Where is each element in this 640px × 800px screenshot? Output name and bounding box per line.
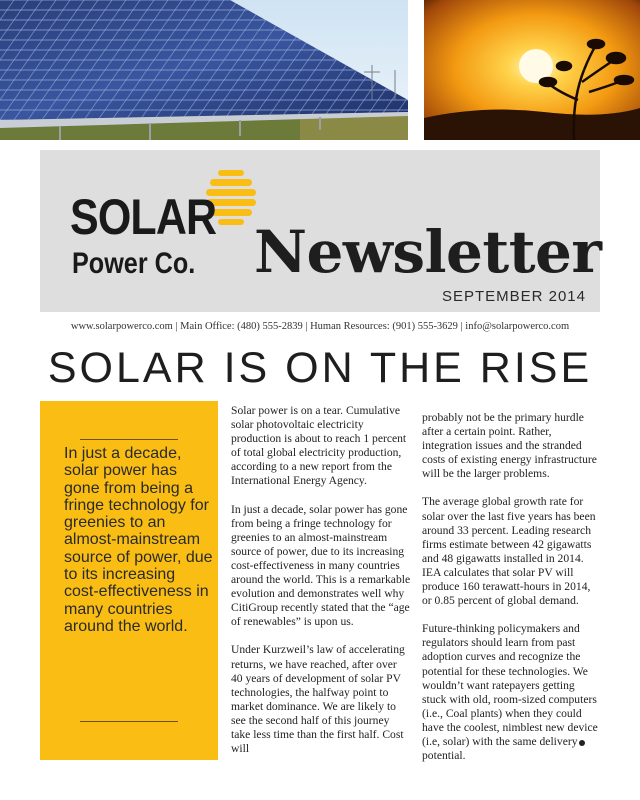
article-column-1: [231, 404, 411, 770]
pull-quote-text: In just a decade, solar power has gone from being a fringe technology for greenies to an almost-mainstream source of power, due to its increasing cost-effectiveness in many countries around the world.: [64, 445, 213, 635]
pull-quote-rule-top: [80, 439, 178, 440]
article-paragraph: The average global growth rate for solar over the last five years has been around 33 percent. Leading research firms estimate between 42 gigawatts and 48 gigawatts installed in 2014. IEA calculates that solar PV will produce 160 terawatt-hours in 2014, or 0.85 percent of global demand.: [422, 495, 596, 608]
newsletter-title: Newsletter: [254, 218, 602, 286]
article-paragraph: In just a decade, solar power has gone from being a fringe technology for greenies to an almost-mainstream source of power, due to its increasing cost-effectiveness in many countries around the world. This is a remarkable evolution and demonstrates well why CitiGroup recently stated that the “age of renewables” is upon us.: [231, 502, 411, 629]
contact-info-line: www.solarpowerco.com | Main Office: (480) 555-2839 | Human Resources: (901) 555-3629 | info@solarpowerco.com: [70, 321, 570, 332]
article-paragraph: Solar power is on a tear. Cumulative solar photovoltaic electricity production is about to reach 1 percent of total global electricity production, according to a new report from the International Energy Agency.: [231, 404, 407, 488]
solar-panels-photo: [0, 0, 408, 140]
pull-quote-rule-bottom: [80, 721, 178, 722]
masthead: [40, 150, 600, 312]
article-headline: SOLAR IS ON THE RISE: [47, 344, 593, 392]
pull-quote-box: [40, 401, 218, 760]
brand-name-power-co: Power Co.: [72, 247, 196, 280]
brand-name-solar: SOLAR: [70, 189, 217, 245]
issue-date: SEPTEMBER 2014: [441, 288, 586, 305]
sunset-plant-photo: [424, 0, 640, 140]
article-column-2: [422, 411, 602, 777]
article-paragraph: Under Kurzweil’s law of accelerating returns, we have reached, after over 40 years of development of solar PV technologies, the halfway point to market dominance. We are likely to see the second half of this journey take less time than the first half. Cost will: [231, 643, 405, 756]
end-of-article-bullet: [579, 740, 585, 746]
article-paragraph: probably not be the primary hurdle after a certain point. Rather, integration issues and the stranded costs of existing energy infrastructure will be the larger problems.: [422, 411, 597, 481]
header-photos: [0, 0, 640, 140]
article-paragraph: Future-thinking policymakers and regulators should learn from past adoption curves and recognize the potential for these technologies. We wouldn’t want ratepayers getting stuck with old, room-sized computers (i.e., Coal plants) when they could have the coolest, nimblest new device (i.e, solar) with the same delivery potential.: [422, 622, 598, 763]
